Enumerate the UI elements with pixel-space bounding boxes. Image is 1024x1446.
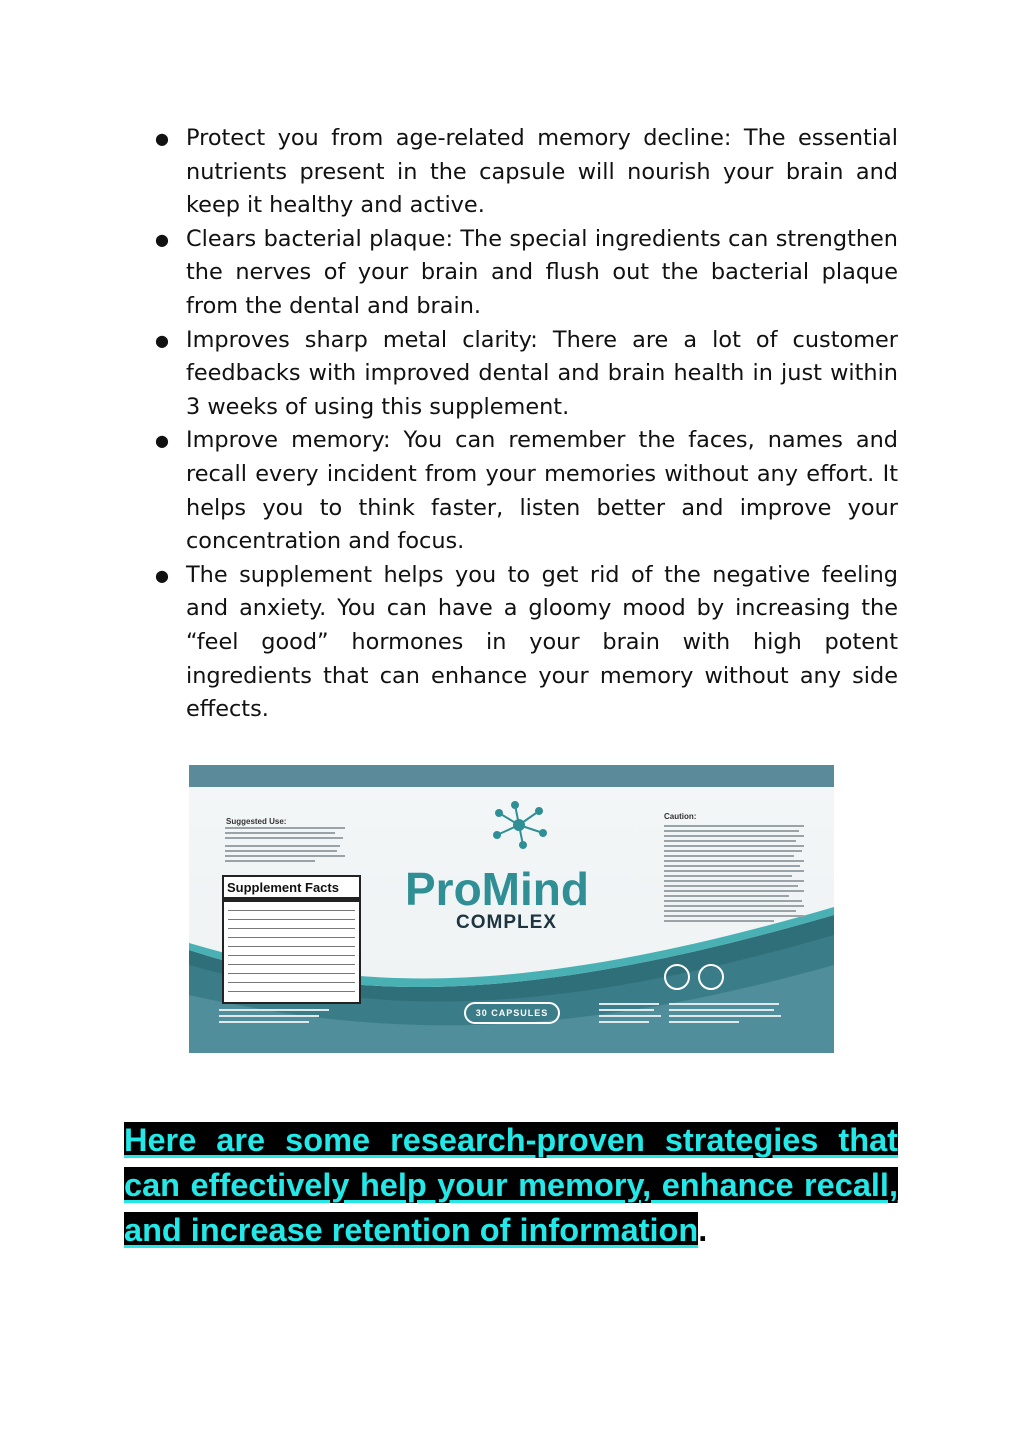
supplement-facts-title: Supplement Facts <box>224 877 359 902</box>
list-item <box>155 424 898 558</box>
bullet-icon: ● <box>155 129 169 148</box>
bullet-icon: ● <box>155 431 169 451</box>
benefits-list <box>155 122 898 727</box>
strategies-link[interactable]: Here are some research-proven strategies that can effectively help your memory, enhance recall, and increase retention of information <box>124 1122 898 1248</box>
heading-tail: . <box>698 1212 708 1248</box>
list-item-text: Improve memory: You can remember the faces, names and recall every incident from your memories without any effort. It helps you to think faster, listen better and improve your concentration and focus. <box>186 427 898 555</box>
list-item <box>155 223 898 324</box>
capsule-count-badge: 30 CAPSULES <box>464 1002 560 1024</box>
bullet-icon: ● <box>155 330 169 350</box>
list-item-text: The supplement helps you to get rid of the negative feeling and anxiety. You can have a gloomy mood by increasing the “feel good” hormones in your brain with high potent ingredients that can enhance your memory without any side effects. <box>186 561 898 723</box>
brand-logo-text: ProMind <box>405 863 589 915</box>
suggested-use-heading: Suggested Use: <box>226 817 287 826</box>
bullet-icon: ● <box>155 229 169 249</box>
list-item <box>155 122 898 223</box>
caution-heading: Caution: <box>664 812 697 821</box>
list-item-text: Protect you from age-related memory decline: The essential nutrients present in the capsule will nourish your brain and keep it healthy and active. <box>186 125 898 219</box>
strategies-heading <box>124 1118 898 1253</box>
list-item-text: Clears bacterial plaque: The special ingredients can strengthen the nerves of your brain and flush out the bacterial plaque from the dental and brain. <box>186 225 898 319</box>
supplement-facts-panel <box>222 875 361 1004</box>
bullet-icon: ● <box>155 565 169 585</box>
list-item <box>155 324 898 425</box>
list-item-text: Improves sharp metal clarity: There are a lot of customer feedbacks with improved dental and brain health in just within 3 weeks of using this supplement. <box>186 326 898 420</box>
list-item <box>155 559 898 727</box>
brand-subtitle: COMPLEX <box>456 912 557 933</box>
